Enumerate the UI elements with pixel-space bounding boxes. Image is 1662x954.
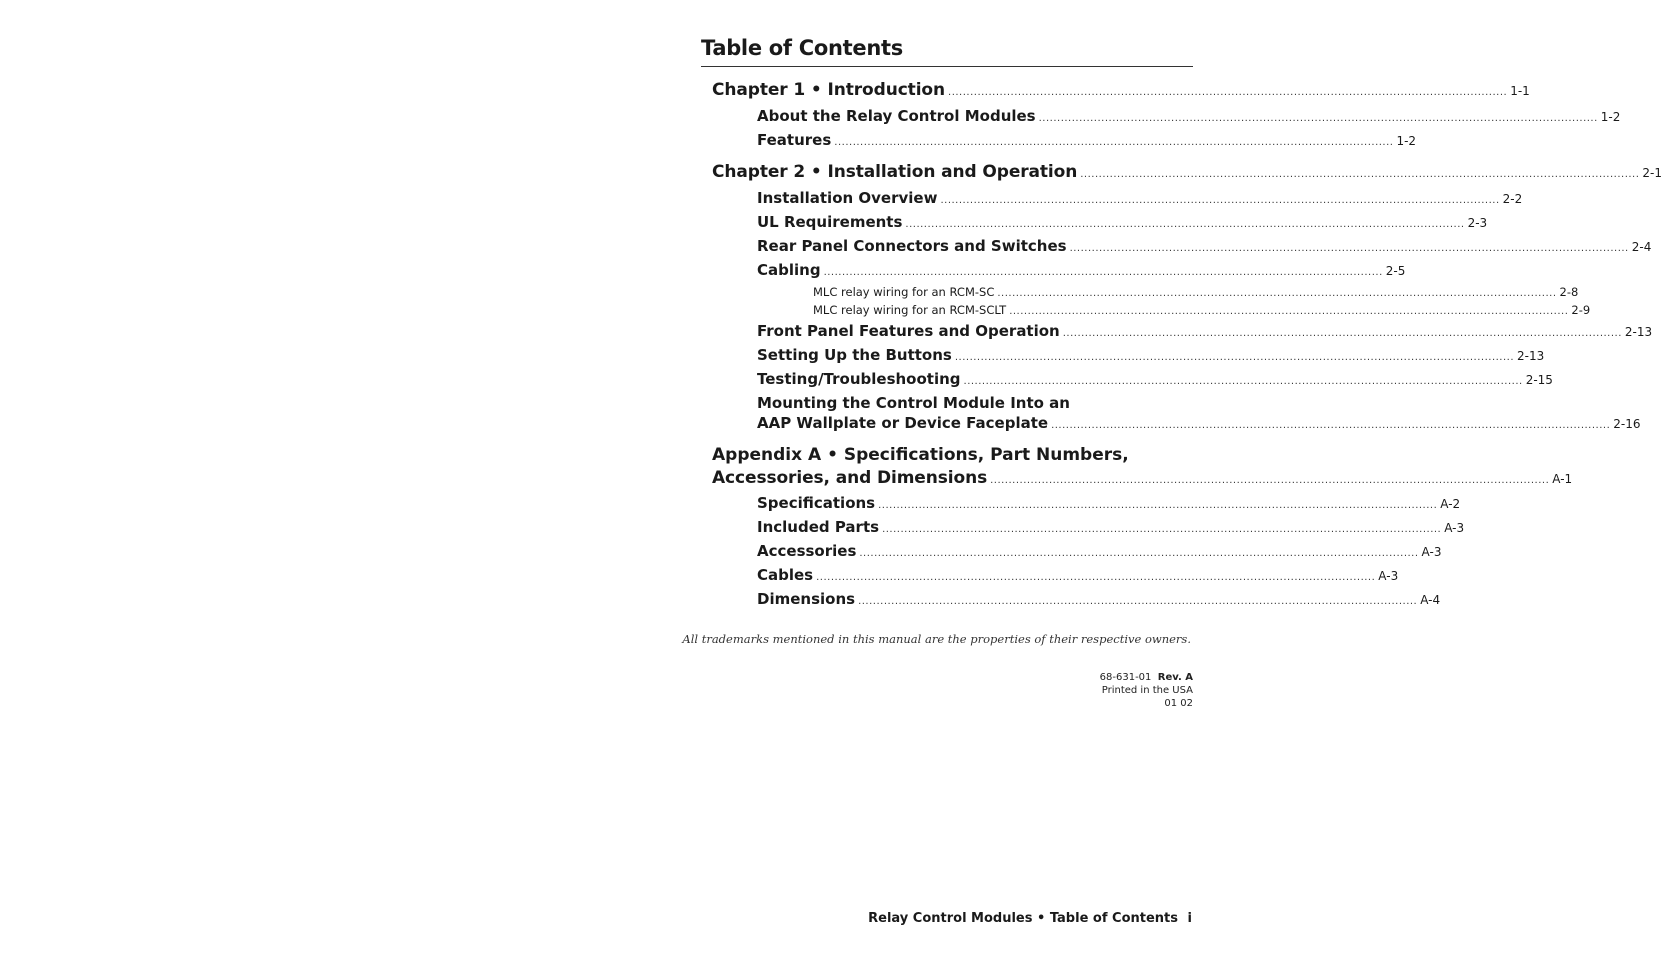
toc-entry-label: Installation Overview: [757, 189, 938, 207]
toc-entry-page: A-4: [1420, 593, 1441, 607]
toc-entry-page: 2-16: [1613, 417, 1641, 431]
footer-page-number: i: [1187, 911, 1192, 926]
toc-entry-specifications[interactable]: [757, 494, 1461, 512]
toc-entry-cables[interactable]: [757, 566, 1399, 584]
revision: Rev. A: [1157, 672, 1193, 683]
toc-entry-label: Front Panel Features and Operation: [757, 322, 1060, 340]
toc-entry-page: 2-8: [1559, 285, 1579, 299]
toc-entry-page: 2-9: [1571, 303, 1591, 317]
toc-entry-mlc-rcm-sclt[interactable]: [813, 303, 1591, 317]
toc-entry-page: A-2: [1440, 497, 1461, 511]
dot-leader: ........................................................................................................................................................: [858, 596, 1418, 607]
toc-entry-installation-overview[interactable]: [757, 189, 1523, 207]
toc-entry-dimensions[interactable]: [757, 590, 1441, 608]
toc-entry-label: MLC relay wiring for an RCM-SCLT: [813, 303, 1007, 317]
toc-entry-label: Dimensions: [757, 590, 856, 608]
toc-entry-mounting-line1[interactable]: Mounting the Control Module Into an: [757, 394, 1070, 412]
publication-info: [1100, 671, 1193, 710]
dot-leader: ........................................................................................................................................................: [990, 475, 1550, 486]
toc-entry-page: 2-15: [1525, 373, 1553, 387]
toc-entry-page: 2-1: [1642, 166, 1662, 180]
toc-entry-label: Testing/Troubleshooting: [757, 370, 961, 388]
part-number: 68-631-01: [1099, 672, 1152, 683]
toc-entry-features[interactable]: [757, 131, 1417, 149]
toc-entry-page: A-3: [1421, 545, 1442, 559]
dot-leader: ........................................................................................................................................................: [878, 500, 1438, 511]
toc-entry-setting-up-buttons[interactable]: [757, 346, 1545, 364]
toc-entry-label: AAP Wallplate or Device Faceplate: [757, 414, 1049, 432]
toc-entry-chapter-1[interactable]: [712, 80, 1530, 100]
toc-entry-label: Specifications: [757, 494, 876, 512]
toc-entry-page: A-3: [1444, 521, 1465, 535]
dot-leader: ........................................................................................................................................................: [948, 87, 1508, 98]
toc-entry-page: 2-13: [1517, 349, 1545, 363]
toc-entry-mlc-rcm-sc[interactable]: [813, 285, 1579, 299]
toc-entry-label: MLC relay wiring for an RCM-SC: [813, 285, 995, 299]
toc-entry-mounting[interactable]: [757, 414, 1641, 432]
toc-entry-cabling[interactable]: [757, 261, 1406, 279]
toc-entry-ul-requirements[interactable]: [757, 213, 1488, 231]
dot-leader: ........................................................................................................................................................: [905, 219, 1465, 230]
toc-entry-label: Chapter 2 • Installation and Operation: [712, 162, 1078, 182]
dot-leader: ........................................................................................................................................................: [859, 548, 1419, 559]
printed-location: Printed in the USA: [1101, 685, 1193, 696]
dot-leader: ........................................................................................................................................................: [816, 572, 1376, 583]
toc-entry-appendix-a[interactable]: [712, 468, 1573, 488]
page-title: Table of Contents: [701, 36, 903, 60]
toc-entry-page: 2-5: [1385, 264, 1406, 278]
toc-entry-page: 1-2: [1396, 134, 1417, 148]
toc-entry-label: Rear Panel Connectors and Switches: [757, 237, 1067, 255]
toc-entry-label: Cabling: [757, 261, 821, 279]
toc-entry-label: Accessories: [757, 542, 857, 560]
date-code: 01 02: [1164, 698, 1193, 709]
toc-entry-label: UL Requirements: [757, 213, 903, 231]
toc-entry-page: 2-2: [1502, 192, 1523, 206]
toc-entry-about[interactable]: [757, 107, 1621, 125]
toc-entry-label: Chapter 1 • Introduction: [712, 80, 946, 100]
toc-entry-label: Accessories, and Dimensions: [712, 468, 988, 488]
title-divider: [701, 66, 1193, 67]
toc-entry-front-panel[interactable]: [757, 322, 1653, 340]
dot-leader: ........................................................................................................................................................: [882, 524, 1442, 535]
toc-entry-label: Included Parts: [757, 518, 880, 536]
dot-leader: ........................................................................................................................................................: [834, 137, 1394, 148]
toc-entry-page: 2-4: [1631, 240, 1652, 254]
dot-leader: ........................................................................................................................................................: [1009, 306, 1569, 317]
toc-entry-page: 1-2: [1600, 110, 1621, 124]
toc-entry-included-parts[interactable]: [757, 518, 1465, 536]
toc-entry-appendix-a-line1[interactable]: Appendix A • Specifications, Part Numbers,: [712, 445, 1129, 465]
toc-entry-accessories[interactable]: [757, 542, 1442, 560]
toc-entry-page: 2-3: [1467, 216, 1488, 230]
dot-leader: ........................................................................................................................................................: [1051, 420, 1611, 431]
toc-entry-label: Cables: [757, 566, 814, 584]
dot-leader: ........................................................................................................................................................: [997, 288, 1557, 299]
toc-entry-chapter-2[interactable]: [712, 162, 1662, 182]
dot-leader: ........................................................................................................................................................: [1038, 113, 1598, 124]
toc-entry-rear-panel[interactable]: [757, 237, 1652, 255]
dot-leader: ........................................................................................................................................................: [940, 195, 1500, 206]
toc-entry-page: 2-13: [1624, 325, 1653, 339]
toc-entry-page: A-1: [1552, 472, 1573, 486]
toc-entry-label: Setting Up the Buttons: [757, 346, 952, 364]
toc-entry-page: A-3: [1378, 569, 1399, 583]
toc-entry-label: About the Relay Control Modules: [757, 107, 1036, 125]
toc-entry-testing[interactable]: [757, 370, 1553, 388]
dot-leader: ........................................................................................................................................................: [1062, 328, 1622, 339]
part-number-line: [1100, 671, 1193, 684]
dot-leader: ........................................................................................................................................................: [954, 352, 1515, 363]
dot-leader: ........................................................................................................................................................: [1069, 243, 1629, 254]
trademark-note: All trademarks mentioned in this manual are the properties of their respective owners.: [682, 632, 1191, 646]
dot-leader: ........................................................................................................................................................: [963, 376, 1523, 387]
running-footer: Relay Control Modules • Table of Contents: [868, 911, 1178, 926]
dot-leader: ........................................................................................................................................................: [823, 267, 1383, 278]
toc-entry-page: 1-1: [1510, 84, 1530, 98]
dot-leader: ........................................................................................................................................................: [1080, 169, 1640, 180]
toc-entry-label: Features: [757, 131, 832, 149]
